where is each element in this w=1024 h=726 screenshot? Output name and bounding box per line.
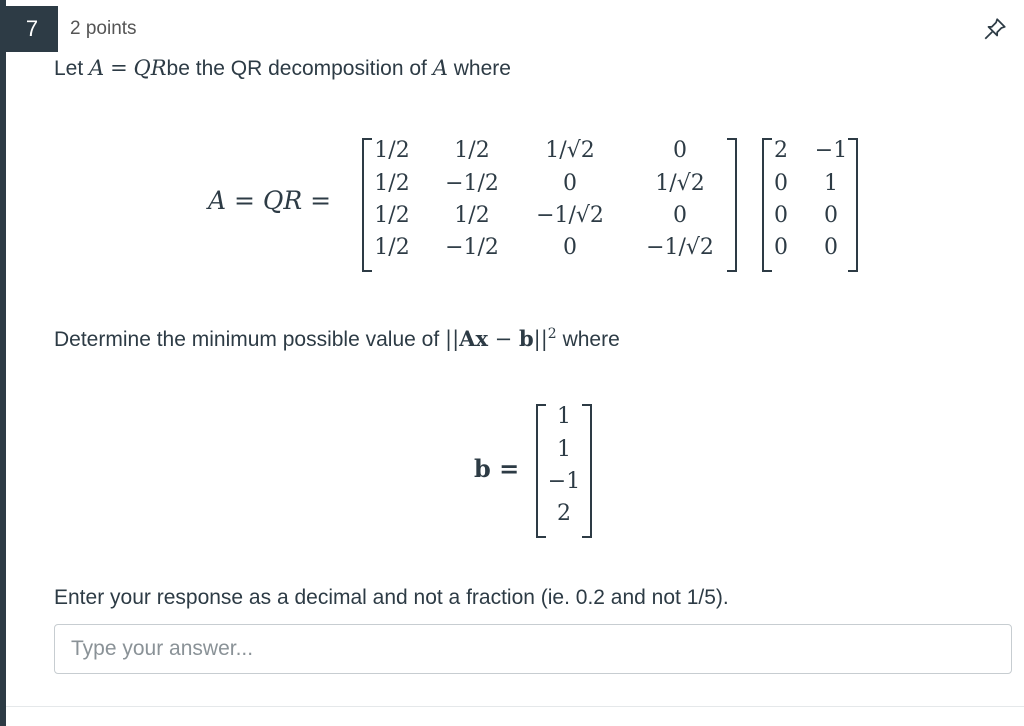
q-matrix-cell: 1/2 [374, 171, 410, 196]
norm-ax: Ax [459, 326, 488, 351]
question-intro [54, 56, 511, 81]
answer-instructions: Enter your response as a decimal and not a fraction (ie. 0.2 and not 1/5). [54, 586, 729, 609]
b-symbol: b = [474, 454, 520, 483]
r-matrix-cell: 2 [774, 138, 788, 163]
answer-input[interactable] [54, 624, 1012, 674]
r-matrix-cell: 0 [824, 235, 838, 260]
intro-qr: QR [133, 56, 167, 80]
q-matrix-cell: 1/2 [374, 203, 410, 228]
norm-square: 2 [547, 326, 557, 342]
b-vector-label [474, 454, 519, 483]
norm-close: || [533, 327, 548, 351]
intro-where: where [453, 57, 511, 80]
question-points: 2 points [70, 18, 137, 39]
q-matrix-cell: −1/2 [445, 235, 499, 260]
r-matrix [762, 138, 858, 272]
b-vector-cell: 2 [557, 501, 571, 526]
norm-b: b [518, 326, 534, 351]
q-matrix-cell: 0 [673, 203, 687, 228]
intro-a: A [89, 56, 105, 80]
q-matrix-cell: 0 [563, 235, 577, 260]
r-matrix-cell: 0 [774, 235, 788, 260]
determine-text [54, 326, 620, 352]
r-matrix-cell: 0 [824, 203, 838, 228]
r-matrix-cell: −1 [814, 138, 848, 163]
q-matrix-cell: −1/√2 [646, 235, 714, 260]
q-matrix-cell: 1/2 [374, 235, 410, 260]
b-vector [536, 404, 592, 538]
q-matrix-cell: 0 [563, 171, 577, 196]
b-vector-cell: −1 [547, 469, 581, 494]
b-vector-cell: 1 [557, 404, 571, 429]
equation-label: A = QR = [208, 186, 332, 215]
left-accent-bar [0, 0, 6, 726]
intro-eq: = [110, 56, 128, 80]
q-matrix-cell: 0 [673, 138, 687, 163]
r-matrix-cell: 0 [774, 203, 788, 228]
determine-label: Determine the minimum possible value of [54, 328, 440, 351]
norm-minus: − [488, 327, 519, 351]
q-matrix-cell: 1/2 [454, 203, 490, 228]
q-matrix [362, 138, 737, 272]
determine-where: where [562, 328, 620, 351]
q-matrix-cell: −1/2 [445, 171, 499, 196]
q-matrix-cell: −1/√2 [536, 203, 604, 228]
r-matrix-cell: 1 [824, 171, 838, 196]
intro-a2: A [432, 56, 448, 80]
q-matrix-cell: 1/√2 [545, 138, 595, 163]
q-matrix-cell: 1/2 [454, 138, 490, 163]
bottom-divider [6, 706, 1024, 707]
intro-let: Let [54, 57, 84, 80]
b-vector-cell: 1 [557, 437, 571, 462]
pin-icon[interactable] [982, 16, 1008, 42]
intro-be: be the QR decomposition of [166, 57, 427, 80]
question-number: 7 [6, 6, 58, 52]
q-matrix-cell: 1/2 [374, 138, 410, 163]
norm-open: || [445, 327, 460, 351]
q-matrix-cell: 1/√2 [655, 171, 705, 196]
r-matrix-cell: 0 [774, 171, 788, 196]
